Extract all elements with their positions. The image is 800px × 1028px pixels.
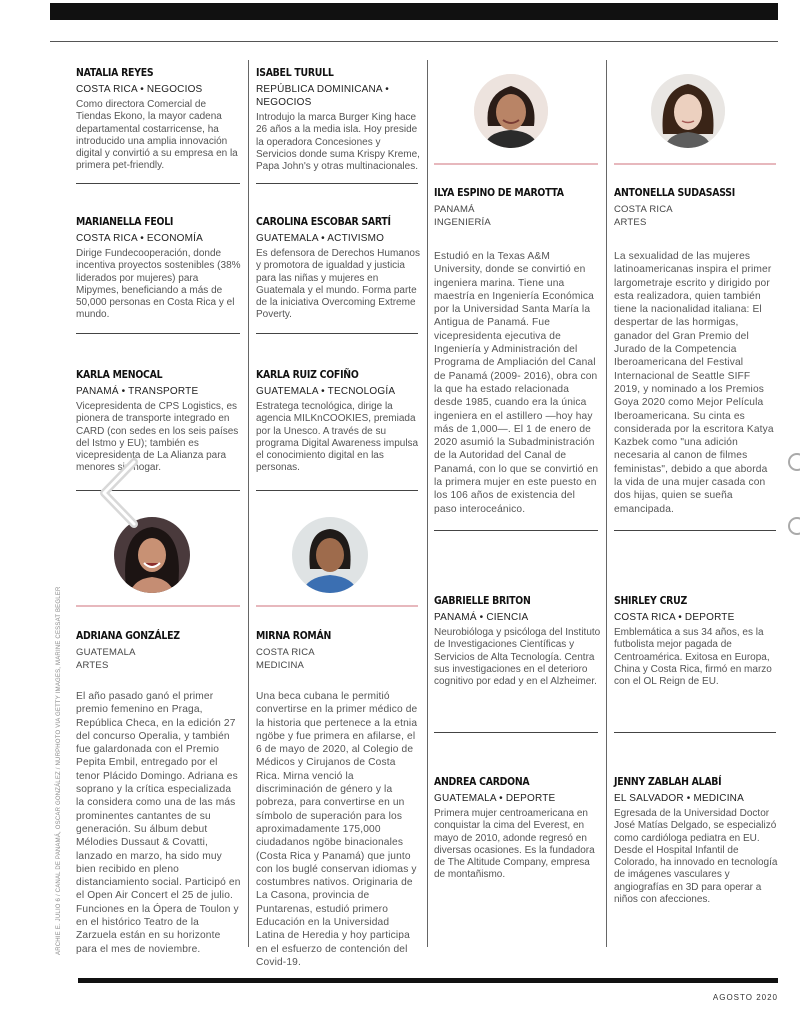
accent-rule [434,163,598,165]
accent-rule [76,605,240,607]
profile-description: Egresada de la Universidad Doctor José Matías Delgado, se especializó como cardióloga pediatra en EU. Desde el Hospital Infantil de Colorado, ha innovado en tecnología de imágenes vasculares y angiografías en 3D para operar a niños con afecciones. [614,808,778,906]
column-divider [427,60,428,947]
profile-andrea-cardona [434,775,602,882]
profile-name: ANTONELLA SUDASASSI [614,186,735,199]
page-edge-nav-icon[interactable] [788,453,800,471]
profile-description: Emblemática a sus 34 años, es la futbolista mejor pagada de Centroamérica. Exitosa en Europa, China y Costa Rica, firmó en marzo con el OL Reign de EU. [614,627,772,688]
profile-antonella-sudasassi [614,186,778,516]
profile-tag: GUATEMALA • ACTIVISMO [256,233,385,244]
profile-mirna-roman [256,629,420,969]
profile-marianella-feoli [76,215,242,322]
profile-name: GABRIELLE BRITON [434,594,531,607]
profile-description: Como directora Comercial de Tiendas Ekono, la mayor cadena departamental costarricense, ha introducido una amplia innovación digital y convirtió a su empresa en la primera pet-friendly. [76,99,238,172]
profile-carolina-escobar-sarti [256,215,420,322]
column-divider [606,60,607,947]
row-rule [434,530,598,531]
profile-name: ILYA ESPINO DE MAROTTA [434,186,564,199]
profile-tag: COSTA RICA • NEGOCIOS [76,84,203,95]
profile-name: JENNY ZABLAH ALABÍ [614,775,722,788]
row-rule [76,183,240,184]
profile-description: La sexualidad de las mujeres latinoamericanas inspira el primer largometraje escrito y dirigido por esta realizadora, quien también tiene la nacionalidad italiana: El despertar de las hormigas, ganador del Gran Premio del Jurado de la Competencia Iberoamericana del Festival Internacional de Seattle SIFF 2019, y nominado a los Premios Goya 2020 como Mejor Película Iberoamericana. Su cinta es considerada por la escritora Katya Kazbek como "una adición necesaria al canon de filmes feministas", debido a que aborda la vida de una mujer casada con dos hijas, quien se sueña emancipada. [614,251,774,515]
profile-natalia-reyes [76,66,242,173]
profile-description: Una beca cubana le permitió convertirse en la primer médico de la historia que pertenece a la etnia ngöbe y fue primera en afilarse, el 6 de mayo de 2020, al Colegio de Médicos y Cirujanos de Costa Rica. Mirna venció la discriminación de género y la pobreza, para convertirse en un símbolo de superación para los aproximadamente 175,000 ciudadanos ngöbe binacionales (Costa Rica y Panamá) que junto con los buglé conservan idiomas y costumbres nativos. Originaria de La Casona, provincia de Puntarenas, estudió primero Educación en la Universidad Latina de Heredia y hoy participa en el esfuerzo de contención del Covid-19. [256,691,418,968]
profile-name: KARLA MENOCAL [76,368,163,381]
profile-country: GUATEMALA [76,647,136,658]
profile-name: NATALIA REYES [76,66,154,79]
profile-tag: EL SALVADOR • MEDICINA [614,793,744,804]
avatar-antonella-sudasassi [651,74,725,148]
row-rule [256,333,418,334]
row-rule [256,183,418,184]
profile-description: Es defensora de Derechos Humanos y promotora de igualdad y justicia para las niñas y mujeres en Guatemala y el mundo. Forma parte de la iniciativa Overcoming Extreme Poverty. [256,248,420,321]
profile-tag: GUATEMALA • TECNOLOGÍA [256,386,396,397]
profile-adriana-gonzalez [76,629,242,956]
profile-description: Neurobióloga y psicóloga del Instituto de Investigaciones Científicas y Servicios de Alta Tecnología. Centra sus investigaciones en el deterioro cognitivo por edad y en el Alzheimer. [434,627,601,688]
profile-description: Introdujo la marca Burger King hace 26 años a la media isla. Hoy preside la operadora Concesiones y Servicios donde suma Krispy Kreme, Papa John's y otras multinacionales. [256,112,420,173]
row-rule [614,530,776,531]
profile-country: COSTA RICA [256,647,315,658]
profile-name: CAROLINA ESCOBAR SARTÍ [256,215,391,228]
profile-description: Estratega tecnológica, dirige la agencia MILKnCOOKIES, premiada por la Unesco. A través de su programa Digital Awareness impulsa el conocimiento digital en las personas. [256,401,419,474]
avatar-adriana-gonzalez [114,517,190,593]
row-rule [434,732,598,733]
profile-name: KARLA RUIZ COFIÑO [256,368,359,381]
photo-credit: ARCHIE E. JULIO 6 / CANAL DE PANAMÁ, OSCAR GONZÁLEZ / NURPHOTO VIA GETTY IMAGES, MARINE CESSAT BEGLER [56,586,62,955]
profile-description: Dirige Fundecooperación, donde incentiva proyectos sostenibles (38% liderados por mujeres) para Mipymes, beneficiando a más de 50,000 personas en Costa Rica y el mundo. [76,248,241,321]
row-rule [76,333,240,334]
avatar-mirna-roman [292,517,368,593]
profile-country: COSTA RICA [614,204,673,215]
accent-rule [256,605,418,607]
profile-tag: PANAMÁ • TRANSPORTE [76,386,199,397]
profile-tag: COSTA RICA • ECONOMÍA [76,233,203,244]
profile-shirley-cruz [614,594,780,688]
profile-field: ARTES [614,217,647,228]
profile-tag: PANAMÁ • CIENCIA [434,612,529,623]
page-footer-date: AGOSTO 2020 [712,993,778,1002]
profile-karla-ruiz-cofino [256,368,420,475]
profile-name: MARIANELLA FEOLI [76,215,174,228]
accent-rule [614,163,776,165]
page-edge-nav-icon[interactable] [788,517,800,535]
profile-jenny-zablah-alabi [614,775,780,906]
column-divider [248,60,249,947]
row-rule [614,732,776,733]
profile-isabel-turull [256,66,420,173]
profile-tag: REPÚBLICA DOMINICANA • NEGOCIOS [256,84,389,108]
profile-description: Vicepresidenta de CPS Logistics, es pionera de transporte integrado en CARD (con sedes en los seis países del Istmo y EU); también es vicepresidenta de La Alianza para menores sin hogar. [76,401,239,474]
profile-ilya-espino-de-marotta [434,186,600,516]
profile-name: ADRIANA GONZÁLEZ [76,629,180,642]
top-black-bar [50,3,778,20]
profile-name: SHIRLEY CRUZ [614,594,687,607]
profile-country: PANAMÁ [434,204,475,215]
profile-description: Primera mujer centroamericana en conquistar la cima del Everest, en mayo de 2010, adonde regresó en diversas ocasiones. Es la fundadora de The Altitude Company, empresa de montañismo. [434,808,595,881]
profile-name: ANDREA CARDONA [434,775,530,788]
profile-tag: GUATEMALA • DEPORTE [434,793,556,804]
profile-field: ARTES [76,660,109,671]
avatar-ilya-espino [474,74,548,148]
top-rule [50,41,778,42]
profile-description: Estudió en la Texas A&M University, donde se convirtió en ingeniera marina. Tiene una maestría en Ingeniería Económica por la Universidad Santa María la Antigua de Panamá. Fue vicepresidenta ejecutiva de Ingeniería y Administración del Programa de Ampliación del Canal de Panamá (2009- 2016), obra con la que ha estado relacionada desde 1985, cuando era la única ingeniera en el astillero —hoy hay más de 1,000—. El 1 de enero de 2020 asumió la Subadministración de la Autoridad del Canal de Panamá, con lo que se convirtió en la primera mujer en este puesto en los 106 años de existencia del paso interoceánico. [434,251,599,515]
profile-description: El año pasado ganó el primer premio femenino en Praga, República Checa, en la edición 27 del concurso Operalia, y también fue galardonada con el Premio Pepita Embil, entregado por el tenor Plácido Domingo. Adriana es soprano y la crítica especializada la considera como una de las más prominentes cantantes de su generación. Su álbum debut Mélodies Dussaut & Covatti, lanzado en marzo, ha sido muy bien recibido en pleno distanciamiento social. Participó en el Open Air Concert el 25 de julio. Funciones en la Ópera de Toulon y en el histórico Teatro de la Zarzuela están en su horizonte para el mes de noviembre. [76,691,241,955]
profile-field: MEDICINA [256,660,305,671]
profile-tag: COSTA RICA • DEPORTE [614,612,735,623]
back-chevron-icon[interactable] [96,458,140,528]
bottom-black-bar [78,978,778,983]
profile-field: INGENIERÍA [434,217,491,228]
profile-gabrielle-briton [434,594,602,688]
profile-name: MIRNA ROMÁN [256,629,332,642]
row-rule [256,490,418,491]
profile-name: ISABEL TURULL [256,66,334,79]
